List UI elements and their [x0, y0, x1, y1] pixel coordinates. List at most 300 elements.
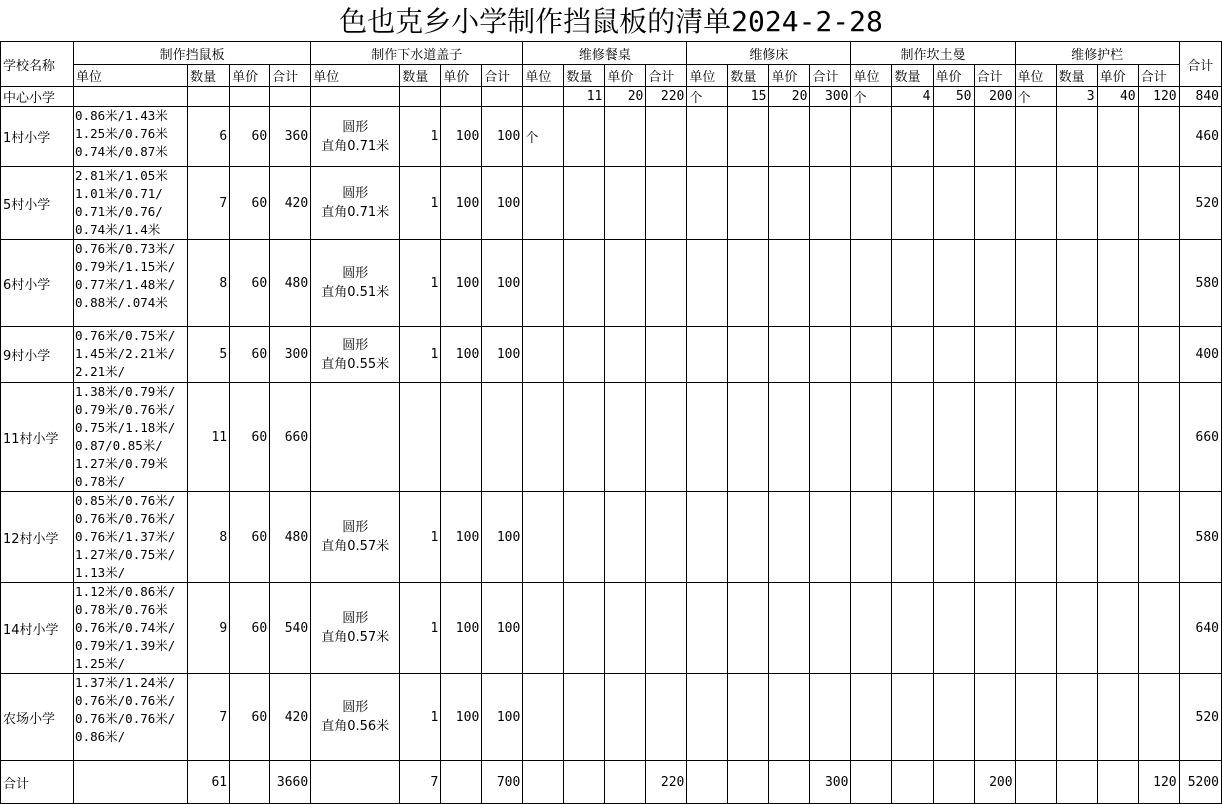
cell-board-total[interactable]: 480 — [270, 240, 311, 327]
cell-empty[interactable] — [605, 240, 646, 327]
cell-empty[interactable] — [1138, 107, 1179, 167]
cell-empty[interactable] — [646, 167, 687, 240]
cell-footer-table-total[interactable]: 220 — [646, 761, 687, 804]
header-school-name[interactable]: 学校名称 — [1, 42, 74, 87]
cell-empty[interactable] — [810, 674, 851, 761]
cell-empty[interactable] — [687, 674, 728, 761]
cell-empty[interactable] — [605, 492, 646, 583]
cell-board-spec[interactable]: 0.76米/0.73米/ 0.79米/1.15米/ 0.77米/1.48米/ 0.88米/.074米 — [74, 240, 188, 327]
cell-row-total[interactable]: 580 — [1179, 240, 1221, 327]
cell-board-qty[interactable]: 11 — [188, 383, 230, 492]
subheader-sum-4[interactable]: 合计 — [974, 65, 1015, 87]
cell-school-name[interactable]: 11村小学 — [1, 383, 74, 492]
cell-empty[interactable] — [564, 492, 605, 583]
cell-cover-unit[interactable]: 圆形 直角0.55米 — [311, 327, 400, 383]
cell-board-spec[interactable]: 0.85米/0.76米/ 0.76米/0.76米/ 0.76米/1.37米/ 1.27米/0.75米/ 1.13米/ — [74, 492, 188, 583]
cell-cover-qty[interactable]: 1 — [400, 492, 441, 583]
table-row — [1, 674, 1222, 761]
cell-empty[interactable] — [892, 492, 933, 583]
group-header-make-hoe[interactable]: 制作坎土曼 — [851, 42, 1015, 65]
cell-empty[interactable] — [810, 383, 851, 492]
cell-board-qty[interactable]: 7 — [188, 167, 230, 240]
cell-cover-unit[interactable] — [311, 383, 400, 492]
cell-empty[interactable] — [1015, 107, 1056, 167]
cell-table-qty[interactable]: 11 — [564, 87, 605, 107]
cell-empty[interactable] — [646, 327, 687, 383]
cell-board-total[interactable]: 660 — [270, 383, 311, 492]
cell-school-name[interactable]: 中心小学 — [1, 87, 74, 107]
cell-empty[interactable] — [1138, 240, 1179, 327]
cell-empty[interactable] — [646, 674, 687, 761]
cell-empty[interactable] — [311, 761, 400, 804]
cell-row-total[interactable]: 640 — [1179, 583, 1221, 674]
cell-empty[interactable] — [769, 167, 810, 240]
cell-footer-bed-total[interactable]: 300 — [810, 761, 851, 804]
cell-empty[interactable] — [769, 492, 810, 583]
cell-empty[interactable] — [933, 761, 974, 804]
subheader-qty-3[interactable]: 数量 — [728, 65, 769, 87]
cell-empty[interactable] — [605, 327, 646, 383]
cell-board-total[interactable]: 300 — [270, 327, 311, 383]
subheader-qty-0[interactable]: 数量 — [188, 65, 230, 87]
cell-school-name[interactable]: 1村小学 — [1, 107, 74, 167]
cell-empty[interactable] — [769, 674, 810, 761]
cell-cover-qty[interactable]: 1 — [400, 107, 441, 167]
cell-empty[interactable] — [728, 583, 769, 674]
cell-board-qty[interactable]: 8 — [188, 240, 230, 327]
subheader-sum-0[interactable]: 合计 — [270, 65, 311, 87]
cell-empty[interactable] — [1015, 492, 1056, 583]
cell-empty[interactable] — [1097, 492, 1138, 583]
cell-footer-grand-total[interactable]: 5200 — [1179, 761, 1221, 804]
cell-empty[interactable] — [230, 87, 270, 107]
cell-empty[interactable] — [892, 583, 933, 674]
cell-empty[interactable] — [687, 240, 728, 327]
subheader-sum-3[interactable]: 合计 — [810, 65, 851, 87]
cell-table-unit[interactable] — [523, 167, 564, 240]
cell-cover-total[interactable]: 100 — [482, 327, 523, 383]
subheader-qty-5[interactable]: 数量 — [1056, 65, 1097, 87]
subheader-unit-1[interactable]: 单位 — [311, 65, 400, 87]
table-row-center-school — [1, 87, 1222, 107]
cell-board-total[interactable]: 480 — [270, 492, 311, 583]
group-header-repair-rail[interactable]: 维修护栏 — [1015, 42, 1179, 65]
cell-empty[interactable] — [687, 167, 728, 240]
subheader-qty-2[interactable]: 数量 — [564, 65, 605, 87]
cell-rail-qty[interactable]: 3 — [1056, 87, 1097, 107]
subheader-price-4[interactable]: 单价 — [933, 65, 974, 87]
cell-empty[interactable] — [311, 87, 400, 107]
subheader-unit-5[interactable]: 单位 — [1015, 65, 1056, 87]
cell-empty[interactable] — [646, 240, 687, 327]
cell-board-price[interactable]: 60 — [230, 327, 270, 383]
cell-empty[interactable] — [810, 327, 851, 383]
cell-empty[interactable] — [188, 87, 230, 107]
cell-board-spec[interactable]: 0.86米/1.43米 1.25米/0.76米 0.74米/0.87米 — [74, 107, 188, 167]
cell-board-spec[interactable]: 1.38米/0.79米/ 0.79米/0.76米/ 0.75米/1.18米/ 0.87/0.85米/ 1.27米/0.79米 0.78米/ — [74, 383, 188, 492]
cell-empty[interactable] — [769, 761, 810, 804]
cell-cover-qty[interactable] — [400, 383, 441, 492]
cell-row-total[interactable]: 460 — [1179, 107, 1221, 167]
cell-empty[interactable] — [769, 107, 810, 167]
cell-cover-qty[interactable]: 1 — [400, 674, 441, 761]
cell-school-name[interactable]: 5村小学 — [1, 167, 74, 240]
cell-empty[interactable] — [769, 240, 810, 327]
cell-empty[interactable] — [892, 674, 933, 761]
cell-empty[interactable] — [769, 583, 810, 674]
cell-board-price[interactable]: 60 — [230, 583, 270, 674]
cell-empty[interactable] — [810, 492, 851, 583]
cell-empty[interactable] — [728, 240, 769, 327]
cell-empty[interactable] — [1097, 761, 1138, 804]
cell-empty[interactable] — [1015, 167, 1056, 240]
cell-cover-price[interactable]: 100 — [441, 327, 482, 383]
cell-empty[interactable] — [1015, 240, 1056, 327]
cell-empty[interactable] — [728, 383, 769, 492]
cell-board-qty[interactable]: 8 — [188, 492, 230, 583]
cell-empty[interactable] — [933, 107, 974, 167]
cell-cover-total[interactable]: 100 — [482, 240, 523, 327]
cell-board-spec[interactable]: 0.76米/0.75米/ 1.45米/2.21米/ 2.21米/ — [74, 327, 188, 383]
cell-footer-hoe-total[interactable]: 200 — [974, 761, 1015, 804]
cell-cover-unit[interactable]: 圆形 直角0.71米 — [311, 167, 400, 240]
cell-empty[interactable] — [769, 327, 810, 383]
cell-empty[interactable] — [646, 583, 687, 674]
cell-board-qty[interactable]: 5 — [188, 327, 230, 383]
cell-empty[interactable] — [1056, 240, 1097, 327]
cell-empty[interactable] — [482, 87, 523, 107]
cell-empty[interactable] — [892, 383, 933, 492]
cell-empty[interactable] — [1056, 107, 1097, 167]
cell-empty[interactable] — [1097, 327, 1138, 383]
cell-rail-unit[interactable]: 个 — [1015, 87, 1056, 107]
cell-empty[interactable] — [728, 674, 769, 761]
cell-empty[interactable] — [892, 107, 933, 167]
cell-empty[interactable] — [810, 240, 851, 327]
cell-empty[interactable] — [1015, 327, 1056, 383]
cell-empty[interactable] — [564, 327, 605, 383]
subheader-price-1[interactable]: 单价 — [441, 65, 482, 87]
subheader-unit-4[interactable]: 单位 — [851, 65, 892, 87]
sheet-title: 色也克乡小学制作挡鼠板的清单2024-2-28 — [339, 5, 883, 38]
cell-empty[interactable] — [564, 583, 605, 674]
cell-empty[interactable] — [851, 107, 892, 167]
subheader-unit-0[interactable]: 单位 — [74, 65, 188, 87]
cell-footer-rail-total[interactable]: 120 — [1138, 761, 1179, 804]
cell-empty[interactable] — [892, 761, 933, 804]
cell-table-unit[interactable] — [523, 674, 564, 761]
cell-empty[interactable] — [851, 167, 892, 240]
cell-empty[interactable] — [974, 583, 1015, 674]
group-header-repair-table[interactable]: 维修餐桌 — [523, 42, 687, 65]
cell-empty[interactable] — [441, 761, 482, 804]
cell-empty[interactable] — [933, 674, 974, 761]
cell-empty[interactable] — [1138, 383, 1179, 492]
cell-empty[interactable] — [933, 240, 974, 327]
cell-hoe-total[interactable]: 200 — [974, 87, 1015, 107]
cell-empty[interactable] — [974, 167, 1015, 240]
cell-cover-total[interactable] — [482, 383, 523, 492]
cell-empty[interactable] — [728, 327, 769, 383]
cell-footer-board-qty[interactable]: 61 — [188, 761, 230, 804]
cell-board-total[interactable]: 360 — [270, 107, 311, 167]
cell-board-price[interactable]: 60 — [230, 383, 270, 492]
subheader-price-3[interactable]: 单价 — [769, 65, 810, 87]
cell-cover-price[interactable]: 100 — [441, 240, 482, 327]
cell-board-spec[interactable]: 1.37米/1.24米/ 0.76米/0.76米/ 0.76米/0.76米/ 0.86米/ — [74, 674, 188, 761]
cell-board-spec[interactable]: 2.81米/1.05米 1.01米/0.71/ 0.71米/0.76/ 0.74米/1.4米 — [74, 167, 188, 240]
cell-empty[interactable] — [933, 583, 974, 674]
cell-board-qty[interactable]: 7 — [188, 674, 230, 761]
cell-table-unit[interactable] — [523, 492, 564, 583]
cell-empty[interactable] — [1097, 383, 1138, 492]
cell-cover-unit[interactable]: 圆形 直角0.51米 — [311, 240, 400, 327]
cell-cover-qty[interactable]: 1 — [400, 583, 441, 674]
cell-table-price[interactable]: 20 — [605, 87, 646, 107]
cell-empty[interactable] — [851, 327, 892, 383]
cell-empty[interactable] — [605, 583, 646, 674]
cell-empty[interactable] — [564, 107, 605, 167]
cell-cover-qty[interactable]: 1 — [400, 240, 441, 327]
cell-board-qty[interactable]: 9 — [188, 583, 230, 674]
cell-empty[interactable] — [687, 107, 728, 167]
group-header-drain-cover[interactable]: 制作下水道盖子 — [311, 42, 523, 65]
subheader-sum-1[interactable]: 合计 — [482, 65, 523, 87]
cell-empty[interactable] — [1056, 167, 1097, 240]
cell-empty[interactable] — [1056, 327, 1097, 383]
cell-empty[interactable] — [728, 167, 769, 240]
cell-empty[interactable] — [1138, 674, 1179, 761]
header-row-groups — [1, 42, 1222, 65]
cell-hoe-qty[interactable]: 4 — [892, 87, 933, 107]
cell-cover-price[interactable]: 100 — [441, 492, 482, 583]
cell-empty[interactable] — [687, 761, 728, 804]
cell-cover-price[interactable]: 100 — [441, 107, 482, 167]
table-row — [1, 492, 1222, 583]
cell-school-name[interactable]: 9村小学 — [1, 327, 74, 383]
cell-footer-cover-qty[interactable]: 7 — [400, 761, 441, 804]
cell-empty[interactable] — [400, 87, 441, 107]
cell-empty[interactable] — [523, 761, 564, 804]
cell-cover-total[interactable]: 100 — [482, 107, 523, 167]
cell-board-total[interactable]: 420 — [270, 674, 311, 761]
cell-empty[interactable] — [441, 87, 482, 107]
cell-empty[interactable] — [851, 240, 892, 327]
cell-cover-unit[interactable]: 圆形 直角0.57米 — [311, 492, 400, 583]
cell-board-price[interactable]: 60 — [230, 674, 270, 761]
cell-empty[interactable] — [892, 167, 933, 240]
cell-empty[interactable] — [769, 383, 810, 492]
cell-empty[interactable] — [974, 383, 1015, 492]
cell-school-name[interactable]: 6村小学 — [1, 240, 74, 327]
cell-cover-price[interactable] — [441, 383, 482, 492]
subheader-qty-4[interactable]: 数量 — [892, 65, 933, 87]
cell-cover-price[interactable]: 100 — [441, 167, 482, 240]
cell-empty[interactable] — [564, 761, 605, 804]
cell-school-name[interactable]: 农场小学 — [1, 674, 74, 761]
cell-empty[interactable] — [1015, 583, 1056, 674]
cell-row-total[interactable]: 520 — [1179, 167, 1221, 240]
table-row — [1, 240, 1222, 327]
cell-footer-label[interactable]: 合计 — [1, 761, 74, 804]
cell-board-spec[interactable]: 1.12米/0.86米/ 0.78米/0.76米 0.76米/0.74米/ 0.79米/1.39米/ 1.25米/ — [74, 583, 188, 674]
cell-empty[interactable] — [810, 107, 851, 167]
group-header-repair-bed[interactable]: 维修床 — [687, 42, 851, 65]
subheader-price-2[interactable]: 单价 — [605, 65, 646, 87]
cell-empty[interactable] — [851, 583, 892, 674]
table-row-footer-total — [1, 761, 1222, 804]
cell-empty[interactable] — [728, 492, 769, 583]
cell-empty[interactable] — [1097, 240, 1138, 327]
cell-empty[interactable] — [230, 761, 270, 804]
cell-empty[interactable] — [564, 167, 605, 240]
cell-empty[interactable] — [687, 583, 728, 674]
cell-cover-qty[interactable]: 1 — [400, 167, 441, 240]
cell-empty[interactable] — [974, 674, 1015, 761]
cell-empty[interactable] — [564, 383, 605, 492]
group-header-rat-board[interactable]: 制作挡鼠板 — [74, 42, 311, 65]
cell-cover-total[interactable]: 100 — [482, 492, 523, 583]
cell-empty[interactable] — [1015, 761, 1056, 804]
cell-empty[interactable] — [1138, 327, 1179, 383]
cell-empty[interactable] — [605, 761, 646, 804]
cell-empty[interactable] — [687, 492, 728, 583]
cell-hoe-price[interactable]: 50 — [933, 87, 974, 107]
cell-empty[interactable] — [933, 167, 974, 240]
cell-empty[interactable] — [933, 383, 974, 492]
cell-bed-unit[interactable]: 个 — [687, 87, 728, 107]
subheader-price-5[interactable]: 单价 — [1097, 65, 1138, 87]
cell-empty[interactable] — [605, 167, 646, 240]
cell-empty[interactable] — [892, 327, 933, 383]
cell-empty[interactable] — [564, 240, 605, 327]
cell-cover-price[interactable]: 100 — [441, 583, 482, 674]
cell-empty[interactable] — [1056, 383, 1097, 492]
cell-empty[interactable] — [728, 761, 769, 804]
cell-rail-total[interactable]: 120 — [1138, 87, 1179, 107]
cell-empty[interactable] — [1138, 583, 1179, 674]
cell-empty[interactable] — [1015, 383, 1056, 492]
cell-empty[interactable] — [851, 383, 892, 492]
cell-table-unit[interactable] — [523, 327, 564, 383]
cell-empty[interactable] — [1056, 674, 1097, 761]
cell-empty[interactable] — [1015, 674, 1056, 761]
cell-empty[interactable] — [974, 327, 1015, 383]
cell-empty[interactable] — [687, 383, 728, 492]
cell-empty[interactable] — [646, 383, 687, 492]
cell-empty[interactable] — [1097, 674, 1138, 761]
cell-empty[interactable] — [933, 492, 974, 583]
cell-table-total[interactable]: 220 — [646, 87, 687, 107]
cell-cover-unit[interactable]: 圆形 直角0.71米 — [311, 107, 400, 167]
cell-hoe-unit[interactable]: 个 — [851, 87, 892, 107]
cell-bed-qty[interactable]: 15 — [728, 87, 769, 107]
cell-empty[interactable] — [851, 674, 892, 761]
cell-empty[interactable] — [933, 327, 974, 383]
cell-empty[interactable] — [605, 674, 646, 761]
cell-empty[interactable] — [1097, 167, 1138, 240]
cell-rail-price[interactable]: 40 — [1097, 87, 1138, 107]
cell-cover-total[interactable]: 100 — [482, 583, 523, 674]
cell-board-qty[interactable]: 6 — [188, 107, 230, 167]
cell-empty[interactable] — [646, 492, 687, 583]
cell-row-total[interactable]: 520 — [1179, 674, 1221, 761]
subheader-price-0[interactable]: 单价 — [230, 65, 270, 87]
subheader-unit-2[interactable]: 单位 — [523, 65, 564, 87]
cell-cover-unit[interactable]: 圆形 直角0.57米 — [311, 583, 400, 674]
cell-row-total[interactable]: 840 — [1179, 87, 1221, 107]
cell-empty[interactable] — [974, 492, 1015, 583]
cell-footer-cover-total[interactable]: 700 — [482, 761, 523, 804]
cell-board-total[interactable]: 420 — [270, 167, 311, 240]
cell-empty[interactable] — [1138, 167, 1179, 240]
cell-cover-price[interactable]: 100 — [441, 674, 482, 761]
cell-empty[interactable] — [74, 87, 188, 107]
subheader-sum-5[interactable]: 合计 — [1138, 65, 1179, 87]
cell-bed-price[interactable]: 20 — [769, 87, 810, 107]
cell-table-unit[interactable]: 个 — [523, 107, 564, 167]
cell-board-total[interactable]: 540 — [270, 583, 311, 674]
cell-empty[interactable] — [605, 383, 646, 492]
cell-empty[interactable] — [810, 583, 851, 674]
cell-board-price[interactable]: 60 — [230, 167, 270, 240]
cell-table-unit[interactable] — [523, 583, 564, 674]
cell-table-unit[interactable] — [523, 383, 564, 492]
cell-cover-total[interactable]: 100 — [482, 167, 523, 240]
cell-board-price[interactable]: 60 — [230, 107, 270, 167]
cell-row-total[interactable]: 660 — [1179, 383, 1221, 492]
cell-empty[interactable] — [974, 240, 1015, 327]
cell-empty[interactable] — [974, 107, 1015, 167]
subheader-unit-3[interactable]: 单位 — [687, 65, 728, 87]
cell-school-name[interactable]: 12村小学 — [1, 492, 74, 583]
cell-cover-unit[interactable]: 圆形 直角0.56米 — [311, 674, 400, 761]
cell-empty[interactable] — [810, 167, 851, 240]
cell-empty[interactable] — [605, 107, 646, 167]
cell-board-price[interactable]: 60 — [230, 492, 270, 583]
cell-school-name[interactable]: 14村小学 — [1, 583, 74, 674]
table-row — [1, 327, 1222, 383]
cell-empty[interactable] — [1097, 107, 1138, 167]
header-grand-total[interactable]: 合计 — [1179, 42, 1221, 87]
subheader-qty-1[interactable]: 数量 — [400, 65, 441, 87]
cell-empty[interactable] — [851, 761, 892, 804]
cell-row-total[interactable]: 400 — [1179, 327, 1221, 383]
cell-row-total[interactable]: 580 — [1179, 492, 1221, 583]
cell-empty[interactable] — [892, 240, 933, 327]
cell-empty[interactable] — [1138, 492, 1179, 583]
cell-empty[interactable] — [523, 87, 564, 107]
cell-empty[interactable] — [1056, 492, 1097, 583]
cell-empty[interactable] — [851, 492, 892, 583]
cell-cover-qty[interactable]: 1 — [400, 327, 441, 383]
cell-empty[interactable] — [564, 674, 605, 761]
cell-empty[interactable] — [728, 107, 769, 167]
subheader-sum-2[interactable]: 合计 — [646, 65, 687, 87]
cell-empty[interactable] — [1056, 761, 1097, 804]
cell-empty[interactable] — [1097, 583, 1138, 674]
cell-empty[interactable] — [270, 87, 311, 107]
cell-table-unit[interactable] — [523, 240, 564, 327]
cell-board-price[interactable]: 60 — [230, 240, 270, 327]
cell-bed-total[interactable]: 300 — [810, 87, 851, 107]
cell-empty[interactable] — [74, 761, 188, 804]
cell-empty[interactable] — [646, 107, 687, 167]
cell-empty[interactable] — [1056, 583, 1097, 674]
cell-empty[interactable] — [687, 327, 728, 383]
cell-footer-board-total[interactable]: 3660 — [270, 761, 311, 804]
cell-cover-total[interactable]: 100 — [482, 674, 523, 761]
